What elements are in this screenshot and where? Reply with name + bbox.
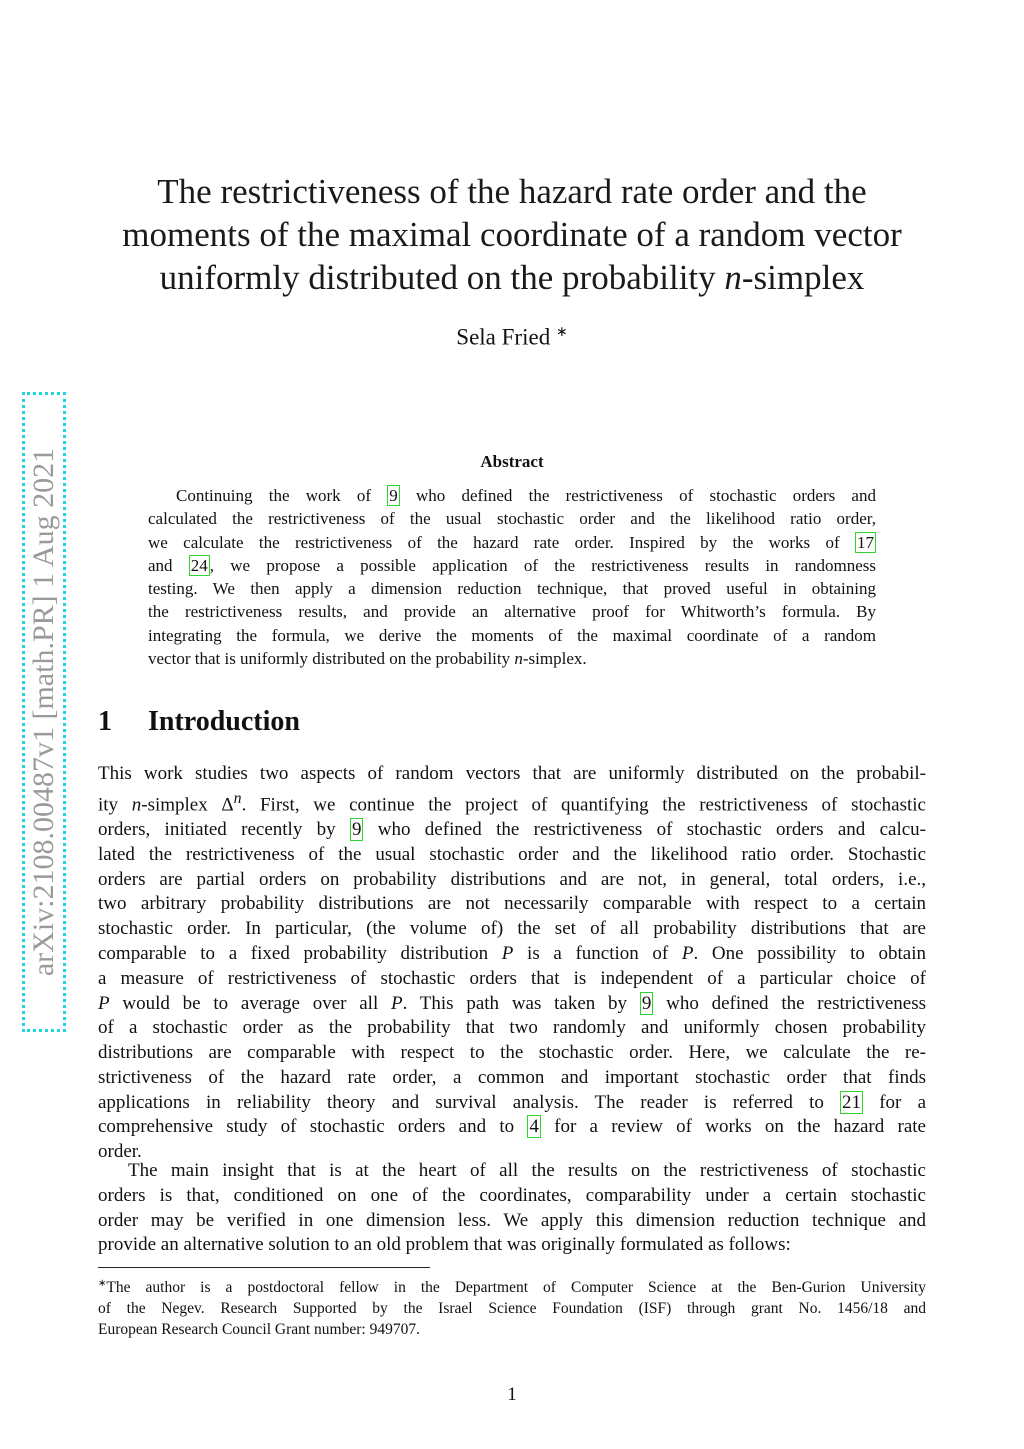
- citation-link[interactable]: 4: [529, 1116, 539, 1138]
- paper-title: [100, 170, 924, 299]
- abstract-line: Continuing the work of 9 who defined the restrictiveness of stochastic orders and: [176, 486, 876, 505]
- paragraph-line: distributions are comparable with respect to the stochastic order. Here, we calculate the re-: [98, 1042, 926, 1064]
- introduction-paragraph: [98, 762, 926, 1165]
- paragraph-line: order may be verified in one dimension less. We apply this dimension reduction technique and: [98, 1209, 926, 1231]
- paragraph-line: P would be to average over all P. This path was taken by 9 who defined the restrictiveness: [98, 992, 926, 1014]
- footnote-marker: ∗: [98, 1278, 107, 1289]
- section-title: Introduction: [148, 706, 300, 737]
- footnote-line: of the Negev. Research Supported by the Israel Science Foundation (ISF) through grant No. 1456/18 and: [98, 1300, 926, 1318]
- abstract-line: vector that is uniformly distributed on the probability n-simplex.: [148, 649, 587, 669]
- abstract-line: and 24 , we propose a possible application of the restrictiveness results in randomness: [148, 555, 876, 575]
- paragraph-line: applications in reliability theory and survival analysis. The reader is referred to 21 for a: [98, 1091, 926, 1113]
- paragraph-line: comprehensive study of stochastic orders and to 4 for a review of works on the hazard rate: [98, 1116, 926, 1138]
- abstract-text: [148, 484, 876, 670]
- arxiv-identifier-text: arXiv:2108.00487v1 [math.PR] 1 Aug 2021: [27, 447, 60, 977]
- citation-link[interactable]: 9: [389, 486, 398, 505]
- paragraph-line: orders are partial orders on probability distributions and are not, in general, total orders, i.e.,: [98, 868, 926, 890]
- title-line: The restrictiveness of the hazard rate order and the: [157, 172, 867, 211]
- abstract-line: integrating the formula, we derive the moments of the maximal coordinate of a random: [148, 625, 876, 645]
- paragraph-line: stochastic order. In particular, (the volume of) the set of all probability distributions that are: [98, 918, 926, 940]
- citation-link[interactable]: 17: [857, 532, 874, 552]
- paragraph-line: The main insight that is at the heart of all the results on the restrictiveness of stochastic: [128, 1160, 926, 1181]
- paragraph-line: of a stochastic order as the probability that two randomly and uniformly chosen probability: [98, 1017, 926, 1039]
- introduction-paragraph: [98, 1159, 926, 1258]
- abstract-heading: Abstract: [480, 452, 544, 471]
- paragraph-line: orders is that, conditioned on one of the coordinates, comparability under a certain stochastic: [98, 1184, 926, 1206]
- section-heading-introduction: [98, 706, 300, 738]
- paragraph-line: two arbitrary probability distributions are not necessarily comparable with respect to a certain: [98, 893, 926, 915]
- citation-link[interactable]: 24: [190, 555, 208, 575]
- abstract-line: testing. We then apply a dimension reduction technique, that proved useful in obtaining: [148, 579, 876, 599]
- footnote-line: European Research Council Grant number: 949707.: [98, 1321, 420, 1339]
- footnote: [98, 1273, 926, 1340]
- abstract-line: we calculate the restrictiveness of the hazard rate order. Inspired by the works of 17: [148, 532, 874, 552]
- title-line: moments of the maximal coordinate of a random vector: [122, 215, 902, 254]
- paragraph-line: orders, initiated recently by 9 who defined the restrictiveness of stochastic orders and calcu-: [98, 818, 926, 840]
- citation-link[interactable]: 9: [641, 992, 652, 1014]
- abstract-line: calculated the restrictiveness of the usual stochastic order and the likelihood ratio order,: [148, 509, 876, 529]
- paragraph-line: comparable to a fixed probability distribution P is a function of P. One possibility to obtain: [98, 942, 926, 964]
- paragraph-line: a measure of restrictiveness of stochastic orders that is independent of a particular choice of: [98, 967, 926, 989]
- citation-link[interactable]: 9: [351, 818, 362, 840]
- section-number: 1: [98, 706, 112, 737]
- title-line: uniformly distributed on the probability n-simplex: [159, 258, 865, 297]
- paragraph-line: This work studies two aspects of random vectors that are uniformly distributed on the probabil-: [98, 763, 926, 784]
- paragraph-line: lated the restrictiveness of the usual stochastic order and the likelihood ratio order. Stochastic: [98, 843, 926, 865]
- author-line: [100, 324, 924, 351]
- footnote-divider: [98, 1267, 430, 1268]
- abstract-line: the restrictiveness results, and provide an alternative proof for Whitworth’s formula. By: [148, 602, 876, 622]
- paragraph-line: provide an alternative solution to an old problem that was originally formulated as follows:: [98, 1234, 791, 1256]
- paragraph-line: strictiveness of the hazard rate order, a common and important stochastic order that finds: [98, 1066, 926, 1088]
- paragraph-line: ity n-simplex $\Delta^n$. First, we continue the project of quantifying the restrictiveness of stochastic: [98, 789, 926, 816]
- author-name: Sela Fried: [456, 324, 551, 350]
- page-number: 1: [507, 1384, 517, 1405]
- author-footnote-marker[interactable]: ∗: [555, 325, 568, 340]
- paragraph-line: order.: [98, 1141, 142, 1163]
- citation-link[interactable]: 21: [842, 1091, 862, 1113]
- arxiv-identifier-stamp: [22, 392, 66, 1032]
- footnote-line: ∗The author is a postdoctoral fellow in the Department of Computer Science at the Ben-Gurion University: [98, 1278, 926, 1297]
